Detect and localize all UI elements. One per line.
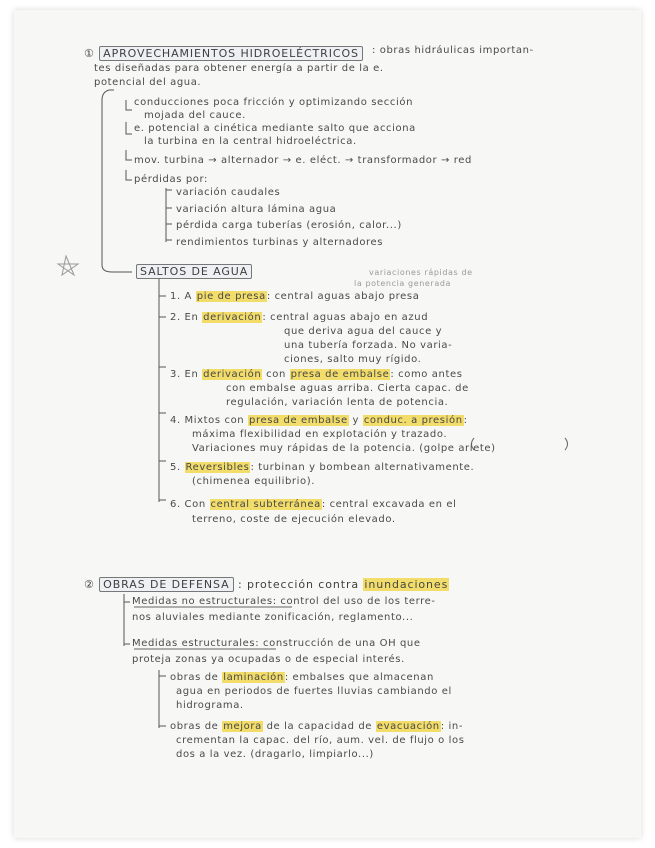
loss-item: variación altura lámina agua xyxy=(176,204,337,215)
highlight: inundaciones xyxy=(364,578,449,591)
highlight: derivación xyxy=(203,312,262,323)
section-title: APROVECHAMIENTOS HIDROELÉCTRICOS xyxy=(99,46,363,61)
obras-text: dos a la vez. (dragarlo, limpiarlo...) xyxy=(176,749,374,760)
highlight: mejora xyxy=(223,721,262,732)
item-number: 6. Con xyxy=(170,499,206,510)
intro-text: : protección contra xyxy=(237,578,360,591)
obras-text: hidrograma. xyxy=(176,700,244,711)
obras-mejora xyxy=(170,720,463,734)
item-number: 3. En xyxy=(170,369,199,380)
item-number: 4. Mixtos con xyxy=(170,415,245,426)
obras-text: crementan la capac. del río, aum. vel. de flujo o los xyxy=(176,735,465,746)
item-text: : central excavada en el xyxy=(321,499,457,510)
obras-text: : in- xyxy=(440,721,464,732)
intro-line: : obras hidráulicas importan- xyxy=(372,45,534,56)
highlight: Reversibles xyxy=(185,462,250,473)
item-number: 2. En xyxy=(170,312,199,323)
salto-item-4 xyxy=(170,414,468,428)
list-item: pérdidas por: xyxy=(134,174,208,185)
item-text: una tubería forzada. No varia- xyxy=(284,340,453,351)
loss-item: pérdida carga tuberías (erosión, calor...) xyxy=(176,220,402,231)
obras-text: de la capacidad de xyxy=(266,721,373,732)
measure-text: nos aluviales mediante zonificación, reglamento... xyxy=(132,612,414,623)
item-text: Variaciones muy rápidas de la potencia. (golpe ariete) xyxy=(192,443,496,454)
obras-text: obras de xyxy=(170,721,219,732)
item-text: que deriva agua del cauce y xyxy=(284,326,443,337)
section-2-heading xyxy=(84,578,449,592)
highlight: derivación xyxy=(203,369,262,380)
item-text: ciones, salto muy rígido. xyxy=(284,354,422,365)
salto-item-3 xyxy=(170,368,463,382)
highlight: pie de presa xyxy=(196,291,266,302)
obras-text: agua en periodos de fuertes lluvias cambiando el xyxy=(176,686,452,697)
salto-item-6 xyxy=(170,498,457,512)
intro-line: tes diseñadas para obtener energía a partir de la e. xyxy=(94,63,384,74)
highlight: presa de embalse xyxy=(290,369,390,380)
list-item: mov. turbina → alternador → e. eléct. → transformador → red xyxy=(134,155,472,166)
item-text: con embalse aguas arriba. Cierta capac. de xyxy=(226,383,469,394)
highlight: conduc. a presión xyxy=(363,415,463,426)
item-text: y xyxy=(352,415,360,426)
highlight: presa de embalse xyxy=(249,415,348,426)
measure-text: : control del uso de los terre- xyxy=(272,596,436,607)
margin-note: la potencia generada xyxy=(354,279,451,288)
item-text: regulación, variación lenta de potencia. xyxy=(226,397,449,408)
item-number: 1. A xyxy=(170,291,192,302)
salto-item-2 xyxy=(170,311,428,325)
list-item: mojada del cauce. xyxy=(144,110,246,121)
item-text: : turbinan y bombean alternativamente. xyxy=(250,462,475,473)
nostruct-line xyxy=(132,595,436,609)
loss-item: variación caudales xyxy=(176,187,281,198)
notebook-page xyxy=(14,10,641,838)
item-text: : como antes xyxy=(390,369,463,380)
item-text: máxima flexibilidad en explotación y trazado. xyxy=(192,429,448,440)
measure-text: proteja zonas ya ocupadas o de especial interés. xyxy=(132,654,405,665)
list-item: conducciones poca fricción y optimizando sección xyxy=(134,97,414,108)
measure-title: Medidas estructurales xyxy=(132,638,256,649)
item-text: con xyxy=(266,369,286,380)
measure-text: : construcción de una OH que xyxy=(255,638,421,649)
item-number: 5. xyxy=(170,462,181,473)
saltos-title xyxy=(136,265,252,279)
section-1-heading xyxy=(84,47,363,61)
loss-item: rendimientos turbinas y alternadores xyxy=(176,237,384,248)
item-text: : central aguas abajo en azud xyxy=(262,312,429,323)
section-number: ① xyxy=(84,47,95,60)
section-number: ② xyxy=(84,578,95,591)
obras-text: : embalses que almacenan xyxy=(284,672,434,683)
obras-laminacion xyxy=(170,671,434,685)
item-text: terreno, coste de ejecución elevado. xyxy=(192,514,396,525)
salto-item-5 xyxy=(170,461,474,475)
margin-note: variaciones rápidas de xyxy=(369,268,473,277)
item-text: : xyxy=(463,415,468,426)
list-item: la turbina en la central hidroeléctrica. xyxy=(144,136,357,147)
list-item: e. potencial a cinética mediante salto que acciona xyxy=(134,123,416,134)
section-title: OBRAS DE DEFENSA xyxy=(99,577,233,592)
highlight: evacuación xyxy=(376,721,440,732)
struct-line xyxy=(132,637,421,651)
item-text: (chimenea equilibrio). xyxy=(192,476,316,487)
highlight: central subterránea xyxy=(210,499,321,510)
salto-item-1 xyxy=(170,290,419,304)
item-text: : central aguas abajo presa xyxy=(266,291,420,302)
highlight: laminación xyxy=(223,672,284,683)
saltos-title-text: SALTOS DE AGUA xyxy=(136,264,252,279)
obras-text: obras de xyxy=(170,672,219,683)
intro-line: potencial del agua. xyxy=(94,77,202,88)
measure-title: Medidas no estructurales xyxy=(132,596,273,607)
